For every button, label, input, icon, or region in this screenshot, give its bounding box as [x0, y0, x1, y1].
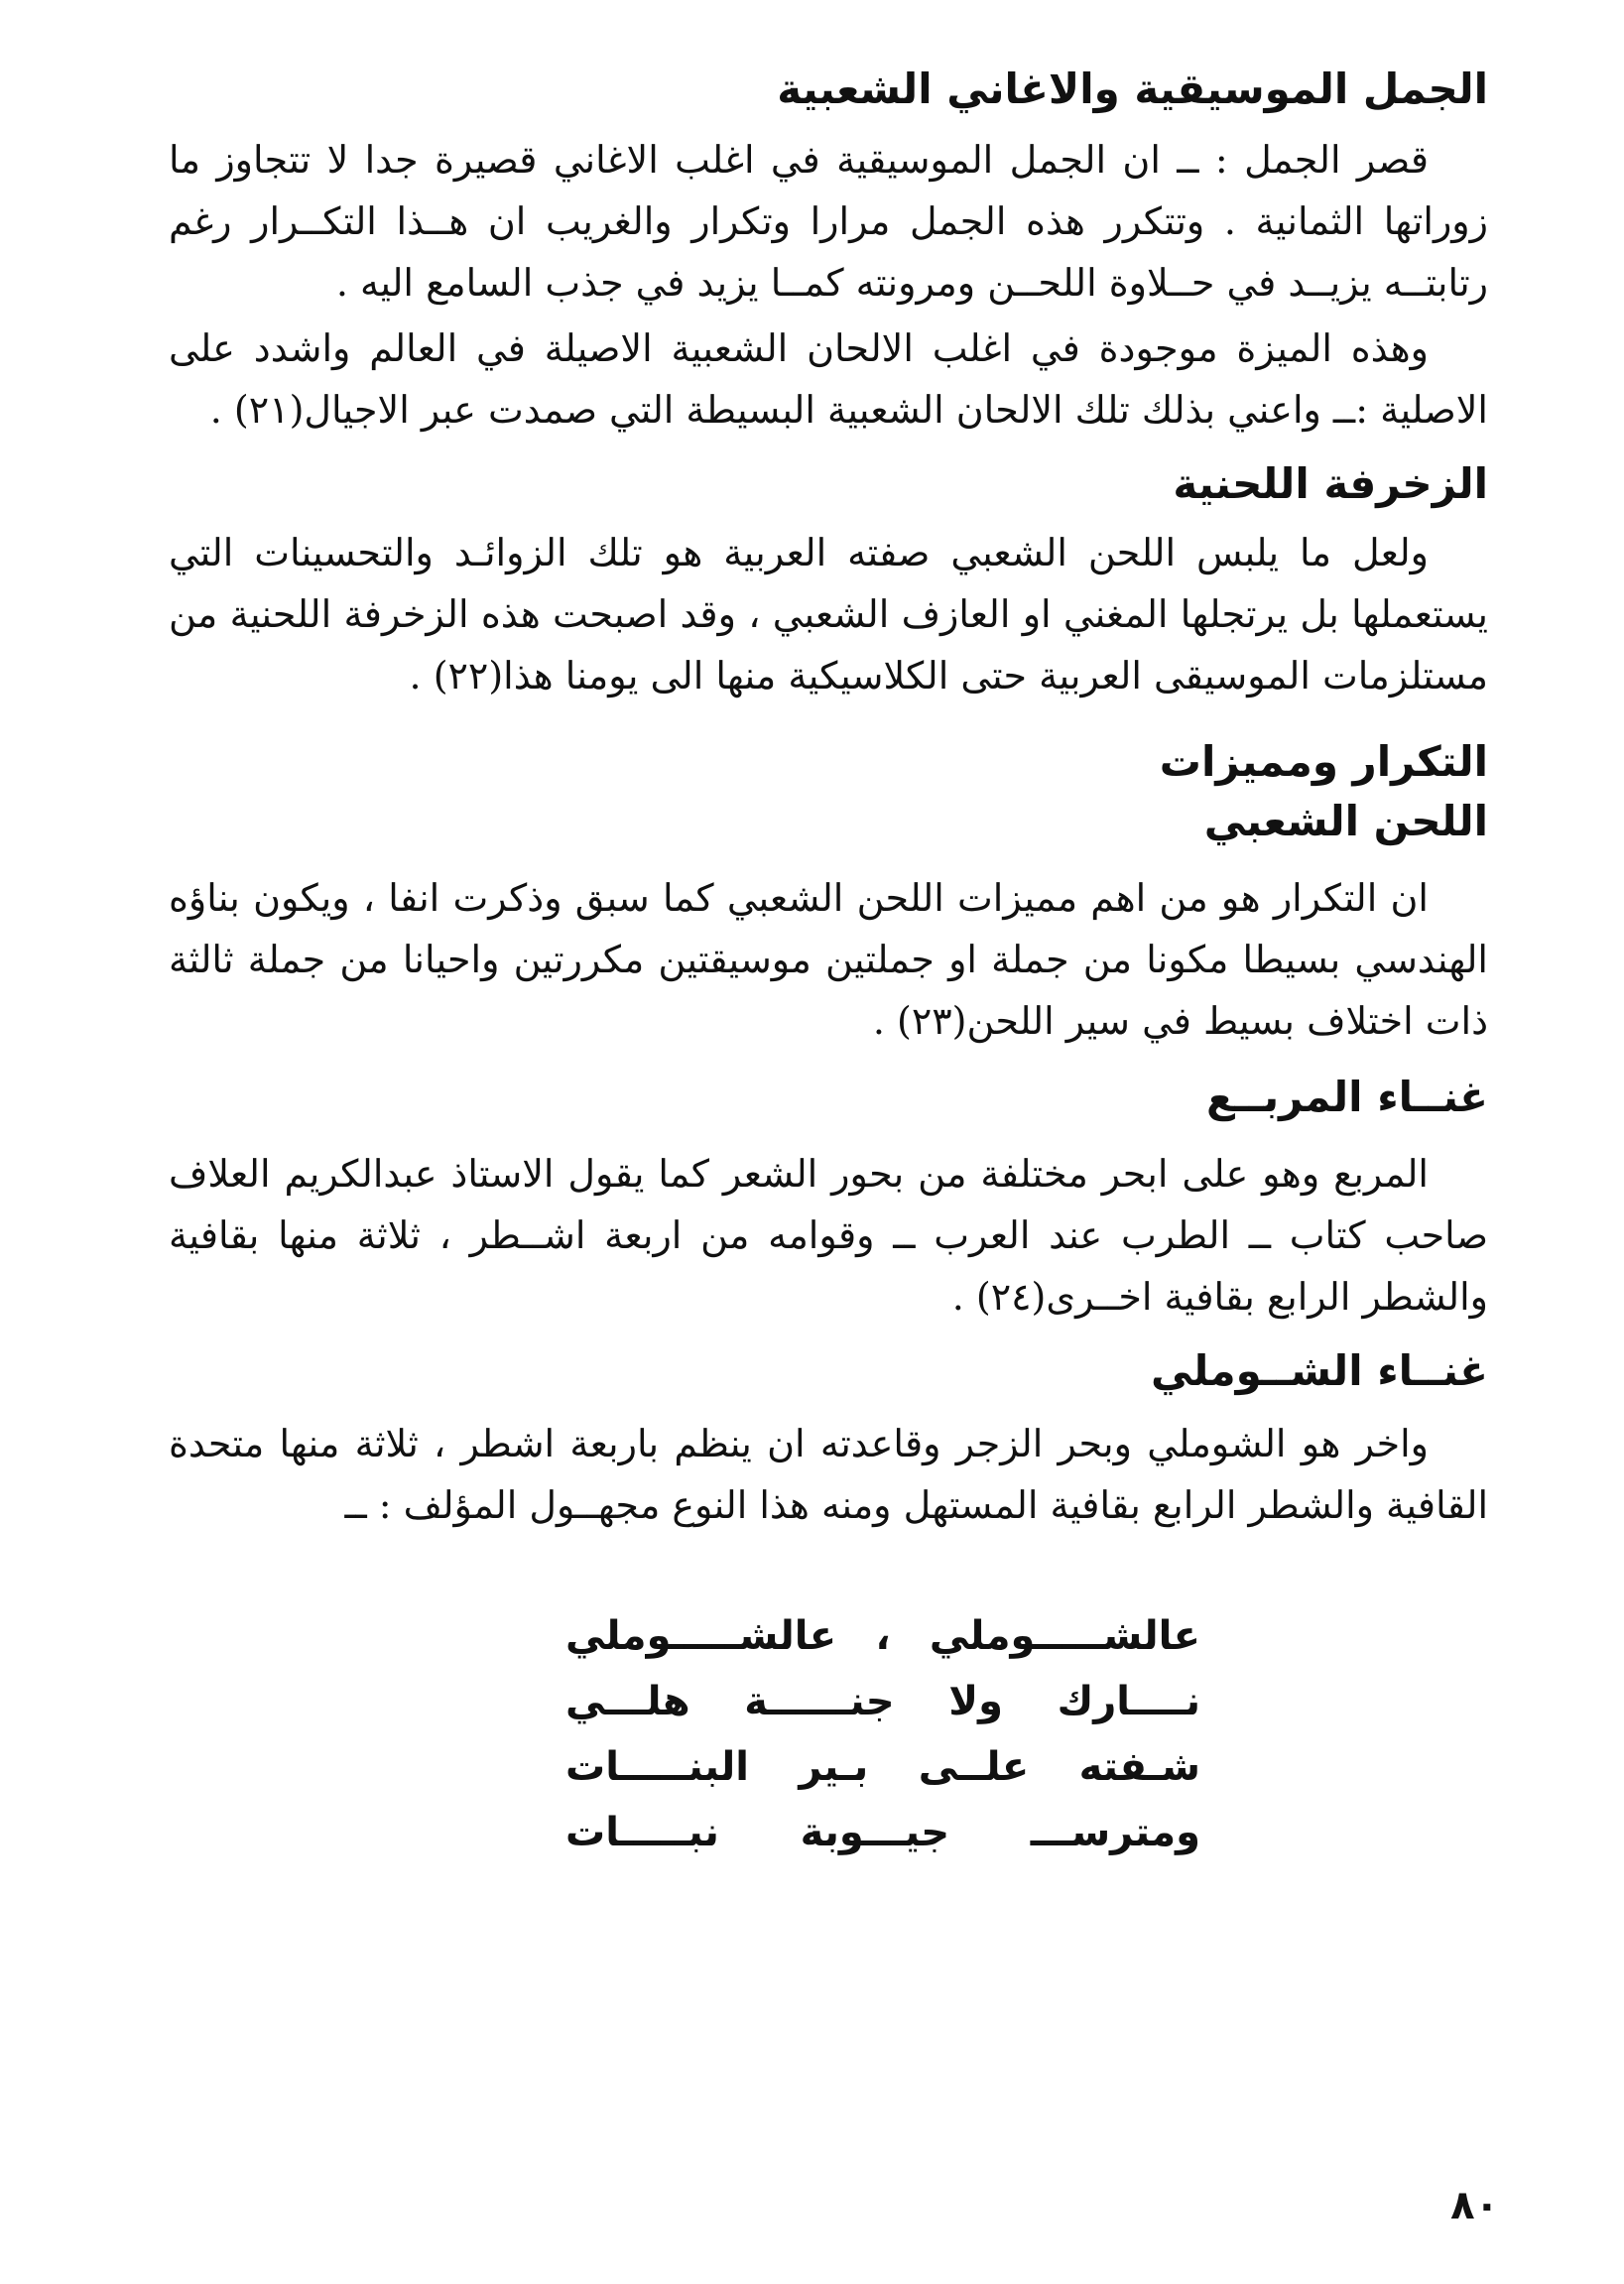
poem-line: نــــارك ولا جنــــــة هلـــي	[565, 1679, 1200, 1724]
page-number: ٨٠	[1450, 2183, 1499, 2228]
paragraph-short-phrases: قصر الجمل : ــ ان الجمل الموسيقية في اغلب الاغاني قصيرة جدا لا تتجاوز ما زوراتها الثمانية . وتتكرر هذه الجمل مرارا وتكرار والغريب ان هــذا التكــرار رغم رتابتــه يزيــد في حــلاوة اللحــن ومرونته كمــا يزيد في جذب السامع اليه .	[169, 138, 1488, 305]
paragraph-ornamentation: ولعل ما يلبس اللحن الشعبي صفته العربية هو تلك الزوائـد والتحسينات التي يستعملها بل يرتجلها المغني او العازف الشعبي ، وقد اصبحت هذه الزخرفة اللحنية من مستلزمات الموسيقى العربية حتى الكلاسيكية منها الى يومنا هذا(٢٢) .	[169, 531, 1488, 698]
paragraph-murabba: المربع وهو على ابحر مختلفة من بحور الشعر كما يقول الاستاذ عبدالكريم العلاف صاحب كتاب ــ الطرب عند العرب ــ وقوامه من اربعة اشــطر ، ثلاثة منها بقافية والشطر الرابع بقافية اخــرى(٢٤) .	[169, 1152, 1488, 1319]
section-heading-musical-phrases: الجمل الموسيقية والاغاني الشعبية	[777, 64, 1488, 113]
document-page	[169, 50, 1488, 2262]
paragraph-authentic-feature: وهذه الميزة موجودة في اغلب الالحان الشعبية الاصيلة في العالم واشدد على الاصلية :ــ واعني بذلك تلك الالحان الشعبية البسيطة التي صمدت عبر الاجيال(٢١) .	[169, 326, 1488, 432]
poem-line: شـفته علــى بـير البنـــــات	[565, 1744, 1200, 1790]
section-heading-shawmali-singing: غنــاء الشــوملي	[1151, 1346, 1488, 1395]
section-heading-murabba-singing: غنــاء المربــع	[1205, 1073, 1488, 1121]
section-heading-repetition: التكرار ومميزات	[1159, 737, 1488, 786]
paragraph-repetition: ان التكرار هو من اهم مميزات اللحن الشعبي كما سبق وذكرت انفا ، ويكون بناؤه الهندسي بسيطا مكونا من جملة او جملتين موسيقتين مكررتين واحيانا من جملة ثالثة ذات اختلاف بسيط في سير اللحن(٢٣) .	[169, 876, 1488, 1043]
section-heading-melodic-ornamentation: الزخرفة اللحنية	[1173, 459, 1488, 508]
poem-line: عالشـــــوملي ، عالشـــــوملي	[565, 1613, 1200, 1659]
poem-line: ومترســـ جيـــوبة نبـــــات	[565, 1810, 1200, 1855]
section-subheading-folk-melody: اللحن الشعبي	[1203, 797, 1488, 845]
poem-verses	[565, 1603, 1200, 1865]
paragraph-shawmali: واخر هو الشوملي وبحر الزجر وقاعدته ان ينظم باربعة اشطر ، ثلاثة منها متحدة القافية والشطر الرابع بقافية المستهل ومنه هذا النوع مجهــول المؤلف : ــ	[169, 1422, 1488, 1527]
